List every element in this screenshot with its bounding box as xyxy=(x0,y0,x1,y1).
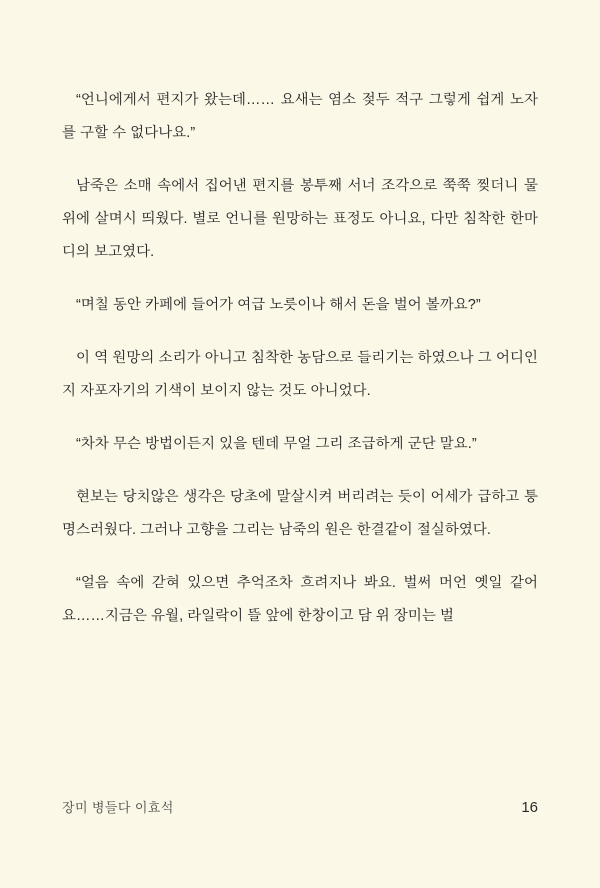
footer-book-title: 장미 병들다 이효석 xyxy=(62,800,174,815)
paragraph: 남죽은 소매 속에서 집어낸 편지를 봉투째 서너 조각으로 쭉쭉 찢더니 물 위에 살며시 띄웠다. 별로 언니를 원망하는 표정도 아니요, 다만 침착한 한마디의 보고였다. xyxy=(62,178,538,260)
paragraph: “며칠 동안 카페에 들어가 여급 노릇이나 해서 돈을 벌어 볼까요?” xyxy=(76,297,481,313)
page-footer xyxy=(62,797,538,816)
paragraph: “얼음 속에 갇혀 있으면 추억조차 흐려지나 봐요. 벌써 머언 옛일 같어요……지금은 유월, 라일락이 뜰 앞에 한창이고 담 위 장미는 벌 xyxy=(62,575,538,624)
page-body xyxy=(62,84,538,633)
paragraph: “차차 무슨 방법이든지 있을 텐데 무얼 그리 조급하게 군단 말요.” xyxy=(76,436,477,452)
footer-page-number: 16 xyxy=(521,799,538,816)
paragraph: 이 역 원망의 소리가 아니고 침착한 농담으로 들리기는 하였으나 그 어디인지 자포자기의 기색이 보이지 않는 것도 아니었다. xyxy=(62,350,538,399)
paragraph: “언니에게서 편지가 왔는데…… 요새는 염소 젖두 적구 그렇게 쉽게 노자를 구할 수 없다나요.” xyxy=(62,92,538,141)
paragraph: 현보는 당치않은 생각은 당초에 말살시켜 버리려는 듯이 어세가 급하고 퉁명스러웠다. 그러나 고향을 그리는 남죽의 원은 한결같이 절실하였다. xyxy=(62,489,538,538)
